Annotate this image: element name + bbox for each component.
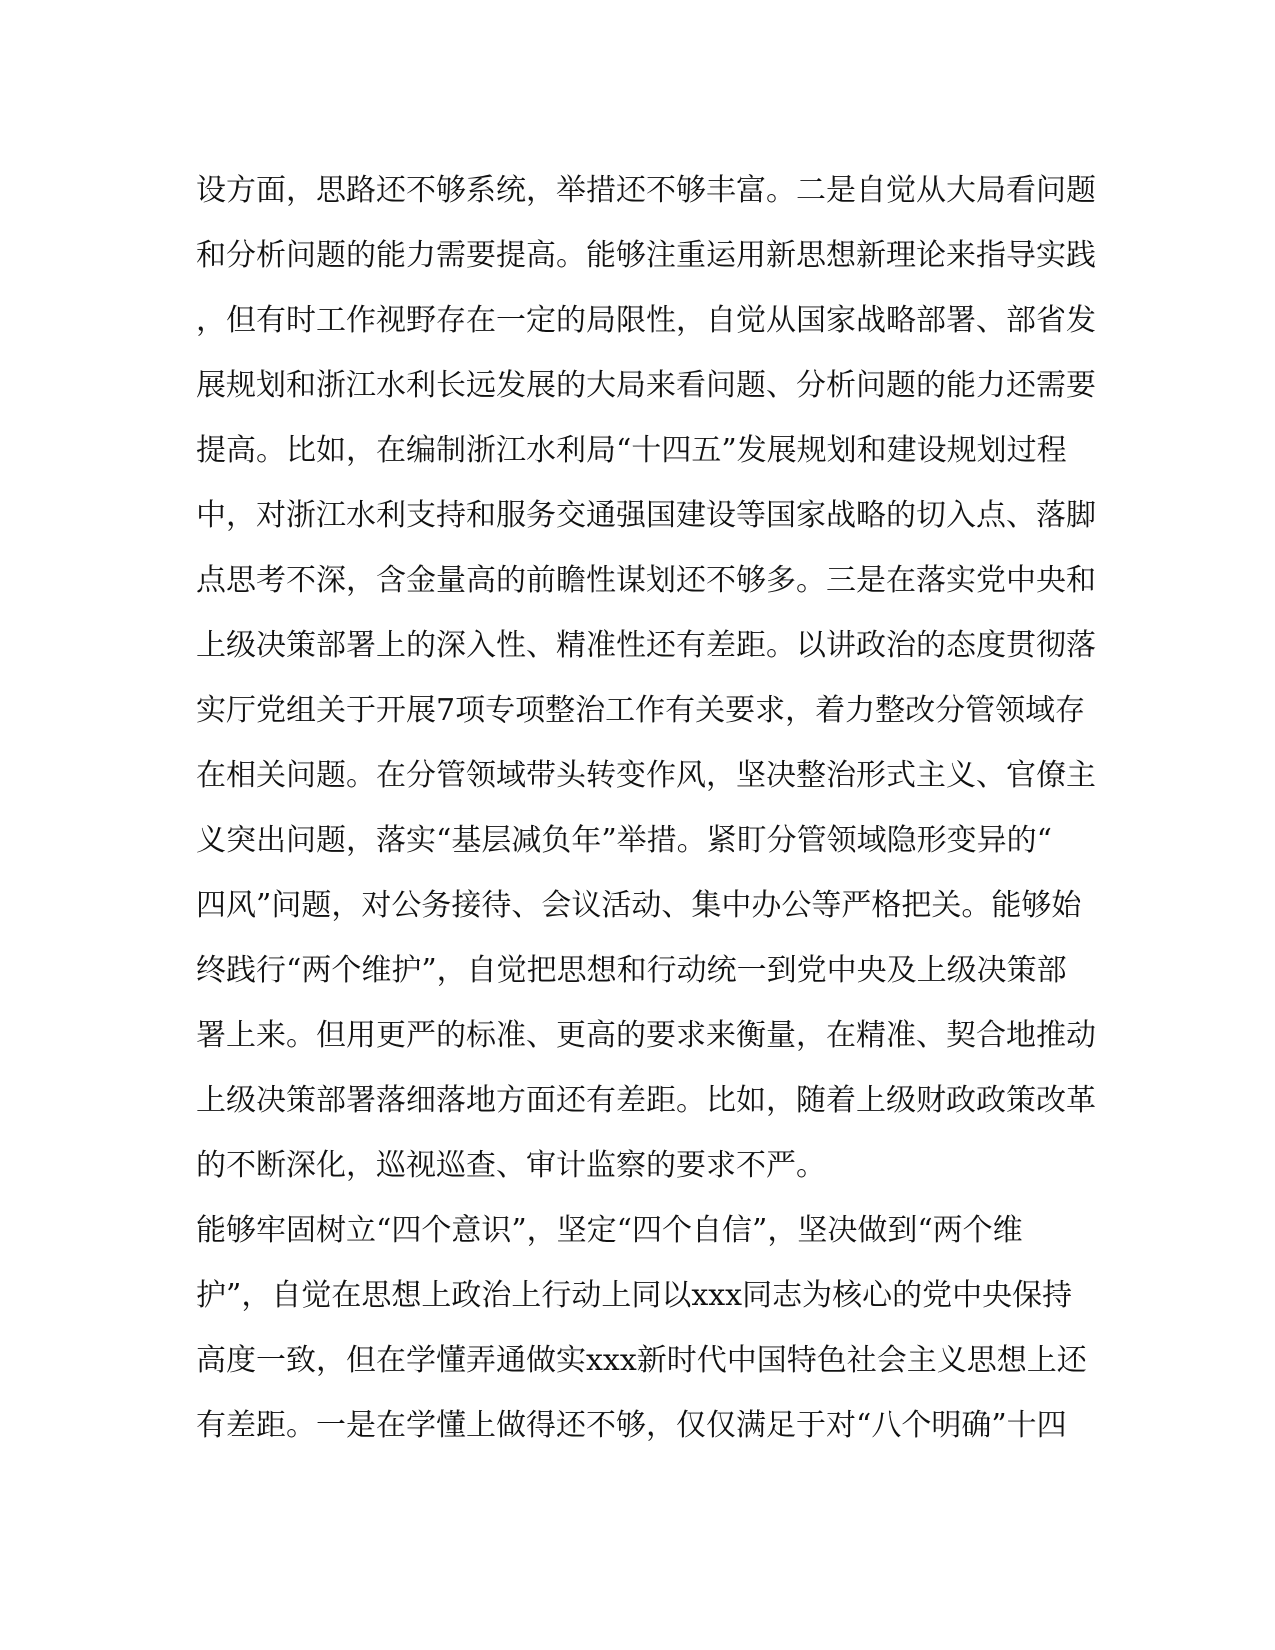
text-line-7: 点思考不深，含金量高的前瞻性谋划还不够多。三是在落实党中央和 [196,563,1096,598]
text-line-17: 能够牢固树立“四个意识”，坚定“四个自信”，坚决做到“两个维 [196,1213,1023,1248]
text-line-11: 义突出问题，落实“基层减负年”举措。紧盯分管领域隐形变异的“ [196,823,1053,858]
text-line-2: 和分析问题的能力需要提高。能够注重运用新思想新理论来指导实践 [196,238,1096,273]
body-text [196,158,1096,1458]
text-line-20: 有差距。一是在学懂上做得还不够，仅仅满足于对“八个明确”十四 [196,1408,1067,1443]
text-line-13: 终践行“两个维护”，自觉把思想和行动统一到党中央及上级决策部 [196,953,1067,988]
text-line-16: 的不断深化，巡视巡查、审计监察的要求不严。 [196,1148,826,1183]
text-line-18: 护”，自觉在思想上政治上行动上同以xxx同志为核心的党中央保持 [196,1278,1073,1313]
text-line-15: 上级决策部署落细落地方面还有差距。比如，随着上级财政政策改革 [196,1083,1096,1118]
text-line-12: 四风”问题，对公务接待、会议活动、集中办公等严格把关。能够始 [196,888,1082,923]
text-line-5: 提高。比如，在编制浙江水利局“十四五”发展规划和建设规划过程 [196,433,1067,468]
text-line-19: 高度一致，但在学懂弄通做实xxx新时代中国特色社会主义思想上还 [196,1343,1087,1378]
text-line-6: 中，对浙江水利支持和服务交通强国建设等国家战略的切入点、落脚 [196,498,1096,533]
text-line-9: 实厅党组关于开展7项专项整治工作有关要求，着力整改分管领域存 [196,693,1086,728]
text-line-10: 在相关问题。在分管领域带头转变作风，坚决整治形式主义、官僚主 [196,758,1096,793]
text-line-14: 署上来。但用更严的标准、更高的要求来衡量，在精准、契合地推动 [196,1018,1096,1053]
text-line-4: 展规划和浙江水利长远发展的大局来看问题、分析问题的能力还需要 [196,368,1096,403]
text-line-8: 上级决策部署上的深入性、精准性还有差距。以讲政治的态度贯彻落 [196,628,1096,663]
text-line-3: ，但有时工作视野存在一定的局限性，自觉从国家战略部署、部省发 [196,303,1096,338]
text-line-1: 设方面，思路还不够系统，举措还不够丰富。二是自觉从大局看问题 [196,173,1096,208]
